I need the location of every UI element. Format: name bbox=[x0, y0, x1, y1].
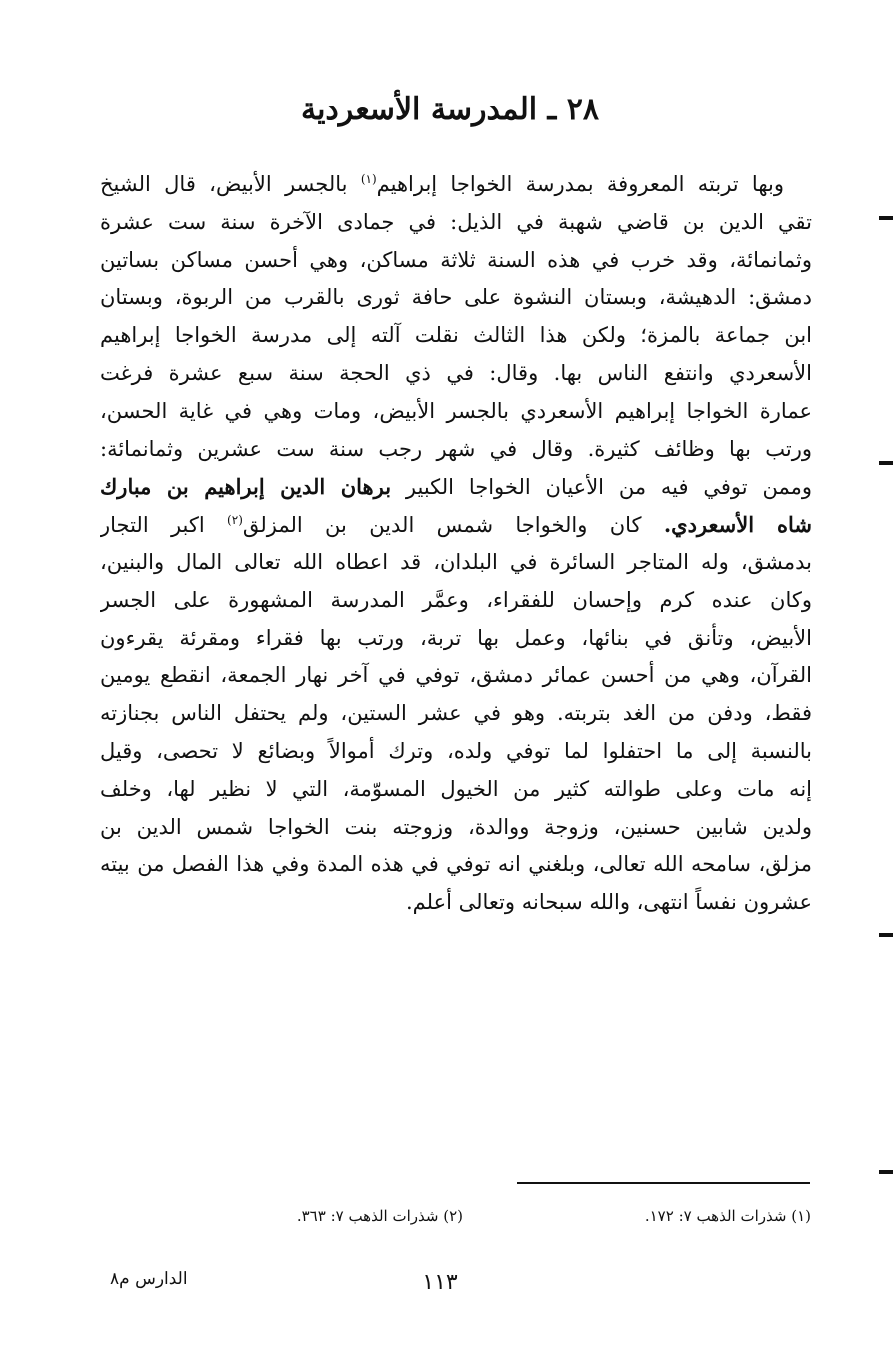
text-line-1 bbox=[100, 166, 812, 204]
text-line-18: ولدين شابين حسنين، وزوجة ووالدة، وزوجته بنت الخواجا شمس الدين بن bbox=[100, 814, 812, 839]
text-line-8: ورتب بها وظائف كثيرة. وقال في شهر رجب سنة ست عشرين وثمانمائة: bbox=[100, 436, 812, 461]
text-line-17: إنه مات وعلى طوالته كثير من الخيول المسوّمة، التي لا نظير لها، وخلف bbox=[100, 776, 812, 801]
person-name-bold-cont: شاه الأسعردي. bbox=[663, 512, 812, 538]
text-line-1-post: بالجسر الأبيض، قال الشيخ bbox=[100, 172, 361, 196]
text-line-12: وكان عنده كرم وإحسان للفقراء، وعمَّر المدرسة المشهورة على الجسر bbox=[100, 587, 812, 612]
person-name-bold: برهان الدين إبراهيم بن مبارك bbox=[100, 474, 392, 500]
text-line-10 bbox=[100, 506, 812, 544]
text-line-6: الأسعردي وانتفع الناس بها. وقال: في ذي الحجة سنة سبع عشرة فرغت bbox=[100, 360, 812, 385]
edge-mark-4 bbox=[879, 1170, 893, 1174]
footnote-2: (٢) شذرات الذهب ٧: ٣٦٣. bbox=[296, 1207, 463, 1225]
text-line-16: بالنسبة إلى ما احتفلوا لما توفي ولده، وترك أموالاً وبضائع لا تحصى، وقيل bbox=[100, 738, 812, 763]
footnote-ref-1: (١) bbox=[360, 172, 377, 186]
text-line-19: مزلق، سامحه الله تعالى، وبلغني انه توفي في هذه المدة وفي هذا الفصل من بيته bbox=[100, 852, 812, 877]
text-line-10-pre: كان والخواجا شمس الدين بن المزلق bbox=[242, 513, 664, 538]
page-title: ٢٨ ـ المدرسة الأسعردية bbox=[300, 92, 600, 127]
footnote-1: (١) شذرات الذهب ٧: ١٧٢. bbox=[644, 1207, 811, 1225]
edge-mark-2 bbox=[879, 461, 893, 465]
edge-mark-3 bbox=[879, 933, 893, 937]
footnote-divider bbox=[517, 1182, 810, 1184]
printer-signature: الدارس م٨ bbox=[110, 1269, 188, 1289]
text-line-4: دمشق: الدهيشة، وبستان النشوة على حافة ثورى بالقرب من الربوة، وبستان bbox=[100, 285, 812, 310]
text-line-14: القرآن، وهي من أحسن عمائر دمشق، توفي في آخر نهار الجمعة، انقطع يومين bbox=[100, 663, 812, 688]
text-line-20: عشرون نفساً انتهى، والله سبحانه وتعالى أعلم. bbox=[405, 890, 812, 915]
text-line-5: ابن جماعة بالمزة؛ ولكن هذا الثالث نقلت آلته إلى مدرسة الخواجا إبراهيم bbox=[100, 323, 812, 348]
text-line-11: بدمشق، وله المتاجر السائرة في البلدان، قد اعطاه الله تعالى المال والبنين، bbox=[100, 549, 812, 574]
text-line-7: عمارة الخواجا إبراهيم الأسعردي بالجسر الأبيض، ومات وهي في غاية الحسن، bbox=[100, 398, 812, 423]
text-line-3: وثمانمائة، وقد خرب في هذه السنة ثلاثة مساكن، وهي أحسن مساكن بساتين bbox=[100, 247, 812, 272]
edge-mark-1 bbox=[879, 216, 893, 220]
text-line-9 bbox=[100, 468, 812, 506]
body-text bbox=[100, 166, 812, 922]
page-number: ١١٣ bbox=[422, 1270, 458, 1295]
text-line-2: تقي الدين بن قاضي شهبة في الذيل: في جمادى الآخرة سنة ست عشرة bbox=[100, 209, 812, 234]
text-line-15: فقط، ودفن من الغد بتربته. وهو في عشر الستين، ولم يحتفل الناس بجنازته bbox=[100, 701, 812, 726]
text-line-1-pre: وبها تربته المعروفة بمدرسة الخواجا إبراهيم bbox=[376, 172, 784, 196]
text-line-10-post: اكبر التجار bbox=[100, 513, 228, 538]
text-line-13: الأبيض، وتأنق في بنائها، وعمل بها تربة، ورتب بها فقراء ومقرئة يقرءون bbox=[100, 625, 812, 650]
text-line-9-pre: وممن توفي فيه من الأعيان الخواجا الكبير bbox=[391, 475, 812, 500]
footnote-ref-2: (٢) bbox=[227, 513, 243, 528]
